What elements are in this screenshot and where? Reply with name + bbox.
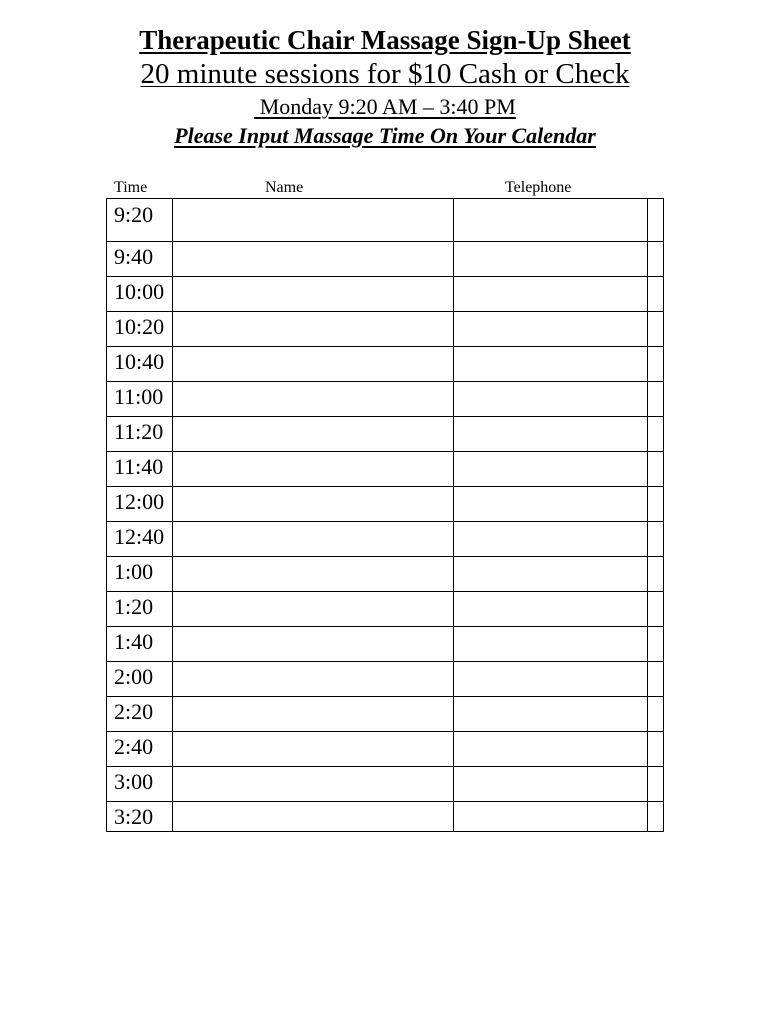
name-entry-cell[interactable] xyxy=(173,277,453,311)
time-slot-label: 10:40 xyxy=(114,349,165,374)
time-slot-label: 2:20 xyxy=(114,699,154,724)
telephone-entry-cell[interactable] xyxy=(454,487,647,521)
time-slot-label: 12:00 xyxy=(114,489,165,514)
name-entry-cell[interactable] xyxy=(173,347,453,381)
name-entry-cell[interactable] xyxy=(173,767,453,801)
table-row xyxy=(107,521,663,556)
name-entry-cell[interactable] xyxy=(173,732,453,766)
telephone-entry-cell[interactable] xyxy=(454,242,647,276)
telephone-entry-cell[interactable] xyxy=(454,347,647,381)
telephone-entry-cell[interactable] xyxy=(454,592,647,626)
table-row xyxy=(107,626,663,661)
table-row xyxy=(107,766,663,801)
table-row xyxy=(107,311,663,346)
time-slot-label: 1:00 xyxy=(114,559,154,584)
name-entry-cell[interactable] xyxy=(173,802,453,836)
time-slot-label: 9:20 xyxy=(114,202,154,227)
name-entry-cell[interactable] xyxy=(173,452,453,486)
time-slot-label: 1:20 xyxy=(114,594,154,619)
name-entry-cell[interactable] xyxy=(173,199,453,241)
telephone-entry-cell[interactable] xyxy=(454,662,647,696)
table-row xyxy=(107,556,663,591)
name-entry-cell[interactable] xyxy=(173,312,453,346)
name-entry-cell[interactable] xyxy=(173,557,453,591)
telephone-entry-cell[interactable] xyxy=(454,417,647,451)
time-slot-label: 11:40 xyxy=(114,454,164,479)
time-slot-label: 9:40 xyxy=(114,244,154,269)
time-slot-label: 12:40 xyxy=(114,524,165,549)
session-price-subtitle: 20 minute sessions for $10 Cash or Check xyxy=(140,58,630,90)
column-header-name: Name xyxy=(265,179,304,196)
name-entry-cell[interactable] xyxy=(173,382,453,416)
table-row xyxy=(107,381,663,416)
column-divider-name-telephone xyxy=(453,199,454,831)
column-divider-telephone-extra xyxy=(647,199,648,831)
telephone-entry-cell[interactable] xyxy=(454,199,647,241)
telephone-entry-cell[interactable] xyxy=(454,802,647,836)
table-row xyxy=(107,591,663,626)
time-slot-label: 2:00 xyxy=(114,664,154,689)
column-divider-time-name xyxy=(172,199,173,831)
schedule-line: Monday 9:20 AM – 3:40 PM xyxy=(254,94,516,119)
table-row xyxy=(107,199,663,241)
telephone-entry-cell[interactable] xyxy=(454,312,647,346)
telephone-entry-cell[interactable] xyxy=(454,557,647,591)
time-slot-label: 1:40 xyxy=(114,629,154,654)
telephone-entry-cell[interactable] xyxy=(454,767,647,801)
time-slot-label: 2:40 xyxy=(114,734,154,759)
table-row xyxy=(107,486,663,521)
name-entry-cell[interactable] xyxy=(173,592,453,626)
name-entry-cell[interactable] xyxy=(173,627,453,661)
telephone-entry-cell[interactable] xyxy=(454,382,647,416)
table-row xyxy=(107,661,663,696)
table-row xyxy=(107,731,663,766)
name-entry-cell[interactable] xyxy=(173,662,453,696)
table-row xyxy=(107,801,663,836)
name-entry-cell[interactable] xyxy=(173,487,453,521)
table-row xyxy=(107,241,663,276)
name-entry-cell[interactable] xyxy=(173,242,453,276)
sheet-title: Therapeutic Chair Massage Sign-Up Sheet xyxy=(139,25,631,55)
telephone-entry-cell[interactable] xyxy=(454,697,647,731)
table-row xyxy=(107,416,663,451)
signup-table xyxy=(106,198,664,832)
telephone-entry-cell[interactable] xyxy=(454,522,647,556)
time-slot-label: 10:20 xyxy=(114,314,165,339)
time-slot-label: 10:00 xyxy=(114,279,165,304)
telephone-entry-cell[interactable] xyxy=(454,452,647,486)
table-row xyxy=(107,346,663,381)
column-header-time: Time xyxy=(114,179,148,196)
table-row xyxy=(107,451,663,486)
time-slot-label: 3:20 xyxy=(114,804,154,829)
table-row xyxy=(107,696,663,731)
table-row xyxy=(107,276,663,311)
telephone-entry-cell[interactable] xyxy=(454,732,647,766)
column-header-telephone: Telephone xyxy=(505,179,572,196)
calendar-instruction: Please Input Massage Time On Your Calendar xyxy=(174,123,596,148)
time-slot-label: 11:20 xyxy=(114,419,164,444)
time-slot-label: 3:00 xyxy=(114,769,154,794)
name-entry-cell[interactable] xyxy=(173,522,453,556)
telephone-entry-cell[interactable] xyxy=(454,627,647,661)
name-entry-cell[interactable] xyxy=(173,697,453,731)
time-slot-label: 11:00 xyxy=(114,384,164,409)
telephone-entry-cell[interactable] xyxy=(454,277,647,311)
name-entry-cell[interactable] xyxy=(173,417,453,451)
